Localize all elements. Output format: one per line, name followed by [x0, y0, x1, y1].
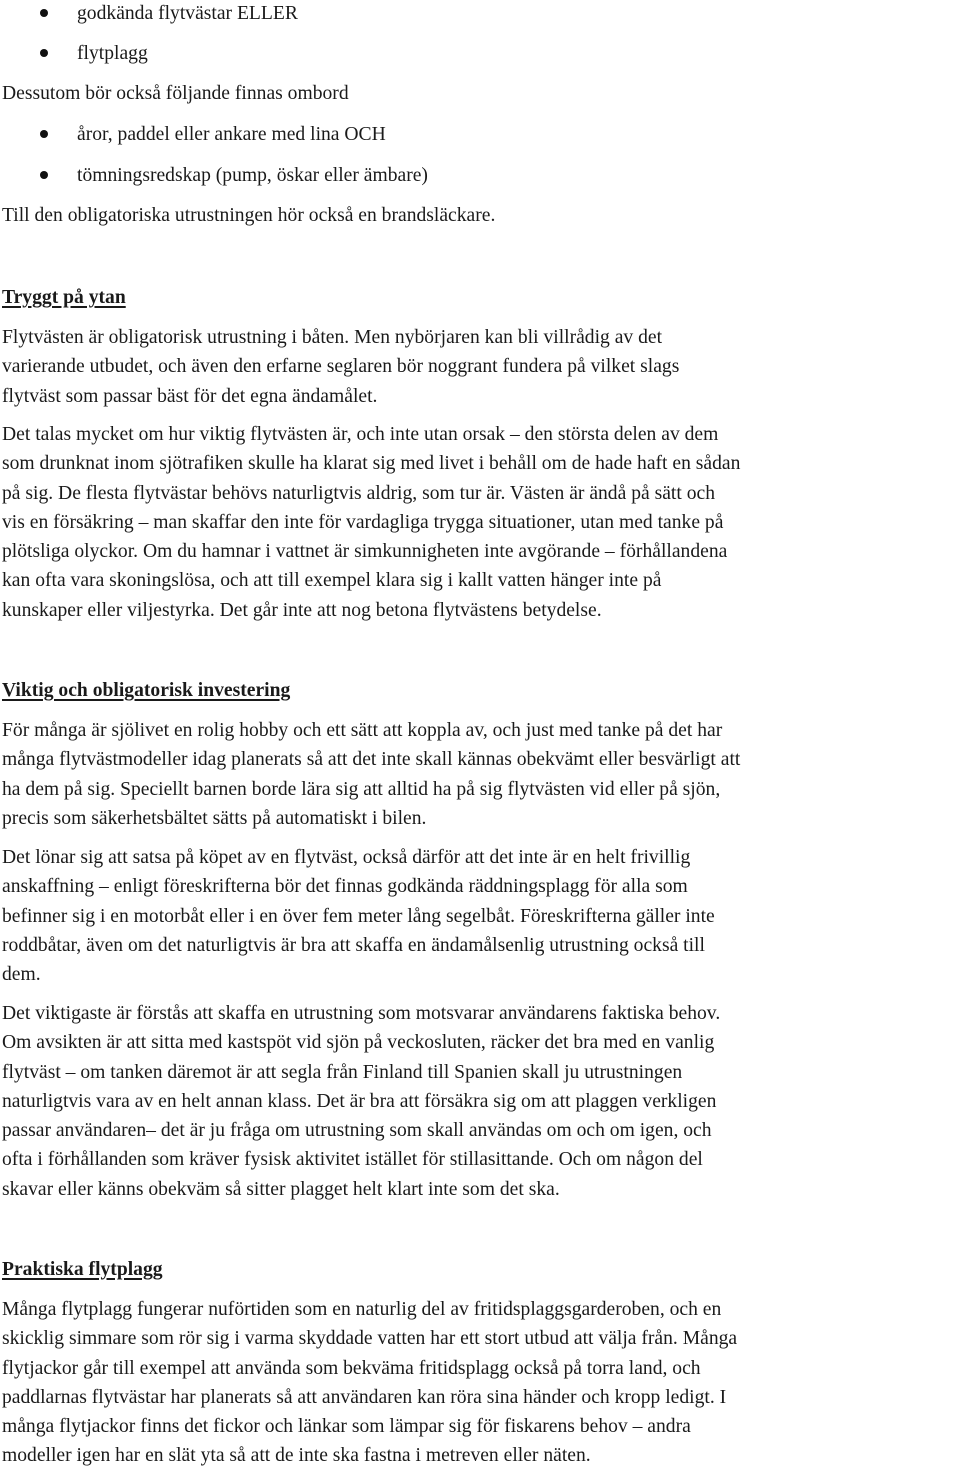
list-item [0, 39, 956, 68]
paragraph: Det viktigaste är förstås att skaffa en utrustning som motsvarar användarens faktiska behov. Om avsikten är att sitta med kastspöt vid sjön på veckosluten, räcker det bra med en vanlig flytväst – om tanken däremot är att segla från Finland till Spanien skall ju utrustningen naturligtvis vara av en helt annan klass. Det är bra att försäkra sig om att plaggen verkligen passar användaren– det är ju fråga om utrustning som skall användas om och om igen, och ofta i förhållanden som kräver fysisk aktivitet istället för stillasittande. Och om någon del skavar eller känns obekväm så sitter plagget helt klart inte som det ska. [2, 1003, 721, 1200]
list-item [0, 0, 956, 28]
list-item [0, 120, 956, 149]
section-heading: Tryggt på ytan [2, 287, 126, 308]
paragraph: Många flytplagg fungerar nuförtiden som en naturlig del av fritidsplaggsgarderoben, och en skicklig simmare som rör sig i varma skyddade vatten har ett stort utbud att välja från. Många flytjackor går till exempel att använda som bekväma fritidsplagg också på torra land, och paddlarnas flytvästar har planerats så att användaren kan röra sina händer och kropp ledigt. I många flytjackor finns det fickor och länkar som lämpar sig för fiskarens behov – andra modeller igen har en slät yta så att de inte ska fastna i metreven eller näten. [2, 1299, 738, 1467]
paragraph: Det lönar sig att satsa på köpet av en flytväst, också därför att det inte är en helt frivillig anskaffning – enligt föreskrifterna bör det finnas godkända räddningsplagg för alla som befinner sig i en motorbåt eller i en över fem meter lång segelbåt. Föreskrifterna gäller inte roddbåtar, även om det naturligtvis är bra att skaffa en ändamålsenlig utrustning också till dem. [2, 847, 715, 986]
section-heading: Viktig och obligatorisk investering [2, 680, 291, 701]
bullet-icon [40, 130, 48, 138]
list-item-text: flytplagg [77, 43, 148, 64]
list-item-text: godkända flytvästar ELLER [77, 3, 298, 24]
intro-paragraph: Dessutom bör också följande finnas ombord [2, 83, 349, 104]
bullet-icon [40, 9, 48, 17]
extinguisher-paragraph: Till den obligatoriska utrustningen hör också en brandsläckare. [2, 205, 496, 226]
paragraph: Det talas mycket om hur viktig flytvästen är, och inte utan orsak – den största delen av dem som drunknat inom sjötrafiken skulle ha klarat sig med livet i behåll om de hade haft en sådan på sig. De flesta flytvästar behövs naturligtvis aldrig, som tur är. Västen är ändå på sätt och vis en försäkring – man skaffar den inte för vardagliga trygga situationer, utan med tanke på plötsliga olyckor. Om du hamnar i vattnet är simkunnigheten inte avgörande – förhållandena kan ofta vara skoningslösa, och att till exempel klara sig i kallt vatten hänger inte på kunskaper eller viljestyrka. Det går inte att nog betona flytvästens betydelse. [2, 424, 741, 621]
bullet-icon [40, 171, 48, 179]
section-heading: Praktiska flytplagg [2, 1259, 163, 1280]
list-item [0, 161, 956, 190]
paragraph: För många är sjölivet en rolig hobby och ett sätt att koppla av, och just med tanke på det har många flytvästmodeller idag planerats så att det inte skall kännas obekvämt eller besvärligt att ha dem på sig. Speciellt barnen borde lära sig att alltid ha på sig flytvästen vid eller på sjön, precis som säkerhetsbältet sätts på automatiskt i bilen. [2, 720, 741, 829]
bullet-icon [40, 49, 48, 57]
list-item-text: åror, paddel eller ankare med lina OCH [77, 124, 386, 145]
paragraph: Flytvästen är obligatorisk utrustning i båten. Men nybörjaren kan bli villrådig av det varierande utbudet, och även den erfarne seglaren bör noggrant fundera på vilket slags flytväst som passar bäst för det egna ändamålet. [2, 327, 680, 407]
list-item-text: tömningsredskap (pump, öskar eller ämbare) [77, 165, 428, 186]
